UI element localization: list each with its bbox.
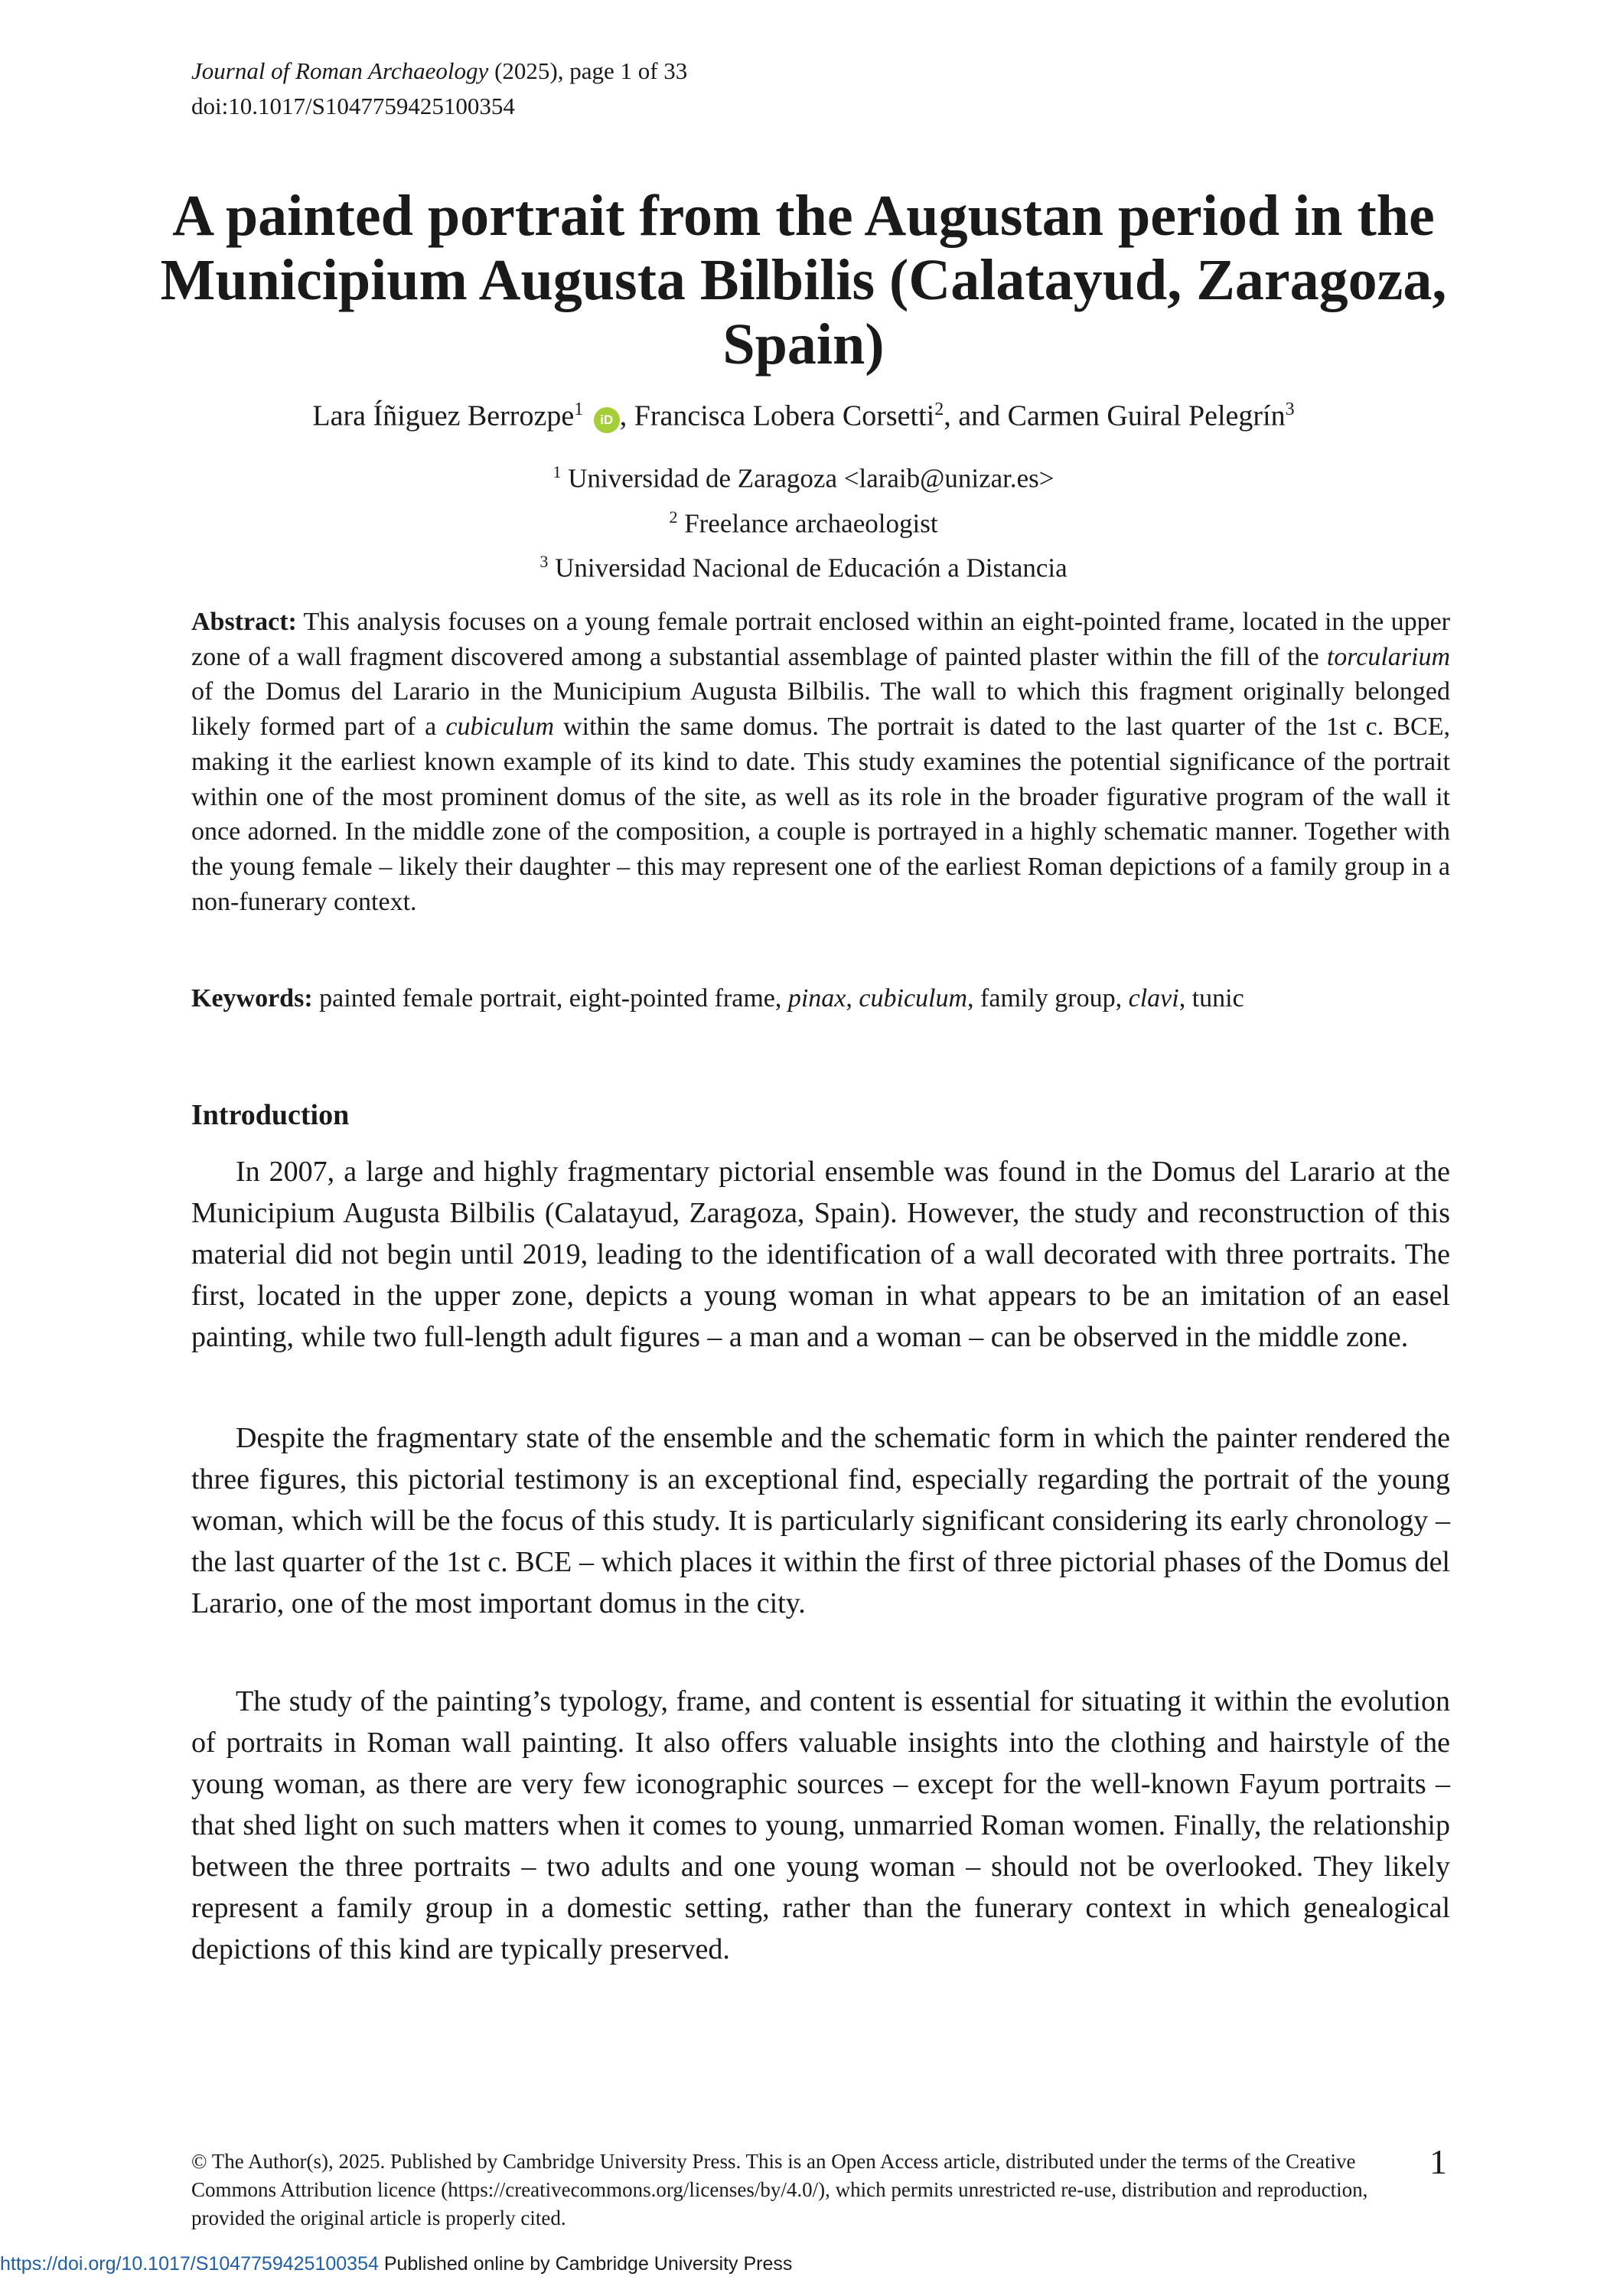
keyword-italic: cubiculum: [859, 984, 968, 1013]
author-affil-marker: 2: [934, 400, 944, 419]
author-affil-marker: 3: [1285, 400, 1295, 419]
header-doi: doi:10.1017/S1047759425100354: [191, 93, 515, 119]
affiliations: [0, 453, 1607, 588]
abstract-label: Abstract:: [191, 608, 297, 636]
orcid-icon[interactable]: iD: [594, 407, 620, 433]
body-paragraph: In 2007, a large and highly fragmentary pictorial ensemble was found in the Domus del Larario at the Municipium Augusta Bilbilis (Calatayud, Zaragoza, Spain). However, the study and reconstruction of this material did not begin until 2019, leading to the identification of a wall decorated with three portraits. The first, located in the upper zone, depicts a young woman in what appears to be an imitation of an easel painting, while two full-length adult figures – a man and a woman – can be observed in the middle zone.: [191, 1156, 1450, 1353]
affil-text: Freelance archaeologist: [677, 508, 938, 539]
author-affil-marker: 1: [574, 400, 584, 419]
copyright-notice: © The Author(s), 2025. Published by Cambridge University Press. This is an Open Access article, distributed under the terms of the Creative Commons Attribution licence (https://creativecommons.org/licenses/by/4.0/), which permits unrestricted re-use, distribution and reproduction, provided the original article is properly cited.: [191, 2150, 1368, 2229]
abstract-italic: torcularium: [1326, 642, 1450, 671]
keyword-text: painted female portrait, eight-pointed frame,: [312, 984, 788, 1013]
keywords-label: Keywords:: [191, 984, 313, 1013]
abstract: [191, 605, 1450, 919]
abstract-italic: cubiculum: [445, 713, 555, 742]
section-heading: Introduction: [191, 1099, 350, 1131]
keyword-text: ,: [846, 984, 859, 1013]
page-number: 1: [1429, 2142, 1447, 2181]
running-header: [191, 54, 687, 124]
affiliation: [0, 498, 1607, 543]
affil-marker: 1: [553, 462, 562, 481]
doi-link[interactable]: https://doi.org/10.1017/S1047759425100354: [0, 2253, 379, 2275]
bottom-bar: [0, 2252, 792, 2276]
abstract-text: This analysis focuses on a young female portrait enclosed within an eight-pointed frame, located in the upper zone of a wall fragment discovered among a substantial assemblage of painted plaster within the fill of the: [191, 608, 1450, 671]
abstract-text: of the Domus del Larario in the Municipium Augusta Bilbilis. The wall to which this fragment originally belonged likely formed part of a: [191, 677, 1450, 742]
keywords: [191, 981, 1450, 1016]
author-name: Carmen Guiral Pelegrín: [1007, 400, 1286, 432]
keyword-italic: pinax: [787, 984, 846, 1013]
author-name: Lara Íñiguez Berrozpe: [312, 400, 575, 432]
affil-marker: 3: [539, 552, 549, 572]
abstract-text: within the same domus. The portrait is dated to the last quarter of the 1st c. BCE, making it the earliest known example of its kind to date. This study examines the potential significance of the portrait within one of the most prominent domus of the site, as well as its role in the broader figurative program of the wall it once adorned. In the middle zone of the composition, a couple is portrayed in a highly schematic manner. Together with the young female – likely their daughter – this may represent one of the earliest Roman depictions of a family group in a non-funerary context.: [191, 713, 1450, 916]
body-paragraph: The study of the painting’s typology, frame, and content is essential for situating it within the evolution of portraits in Roman wall painting. It also offers valuable insights into the clothing and hairstyle of the young woman, as there are very few iconographic sources – except for the well-known Fayum portraits – that shed light on such matters when it comes to young, unmarried Roman women. Finally, the relationship between the three portraits – two adults and one young woman – should not be overlooked. They likely represent a family group in a domestic setting, rather than the funerary context in which genealogical depictions of this kind are typically preserved.: [191, 1685, 1450, 1965]
page-info: (2025), page 1 of 33: [488, 57, 688, 84]
keyword-text: , family group,: [967, 984, 1129, 1013]
keyword-text: , tunic: [1178, 984, 1244, 1013]
published-online: Published online by Cambridge University Press: [378, 2253, 793, 2275]
article-title: A painted portrait from the Augustan period in the Municipium Augusta Bilbilis (Calatayud, Zaragoza, Spain): [160, 184, 1447, 377]
body-paragraph: Despite the fragmentary state of the ensemble and the schematic form in which the painter rendered the three figures, this pictorial testimony is an exceptional find, especially regarding the portrait of the young woman, which will be the focus of this study. It is particularly significant considering its early chronology – the last quarter of the 1st c. BCE – which places it within the first of three pictorial phases of the Domus del Larario, one of the most important domus in the city.: [191, 1422, 1450, 1619]
affiliation: [0, 453, 1607, 498]
affil-marker: 2: [669, 507, 678, 527]
keyword-italic: clavi: [1128, 984, 1179, 1013]
author-name: Francisca Lobera Corsetti: [634, 400, 935, 432]
author-separator: , and: [944, 400, 1008, 432]
author-separator: ,: [619, 400, 634, 432]
affil-text: Universidad de Zaragoza <laraib@unizar.es>: [561, 463, 1054, 494]
author-list: [0, 390, 1607, 435]
journal-name: Journal of Roman Archaeology: [191, 57, 489, 84]
affiliation: [0, 543, 1607, 588]
affil-text: Universidad Nacional de Educación a Distancia: [548, 553, 1068, 583]
